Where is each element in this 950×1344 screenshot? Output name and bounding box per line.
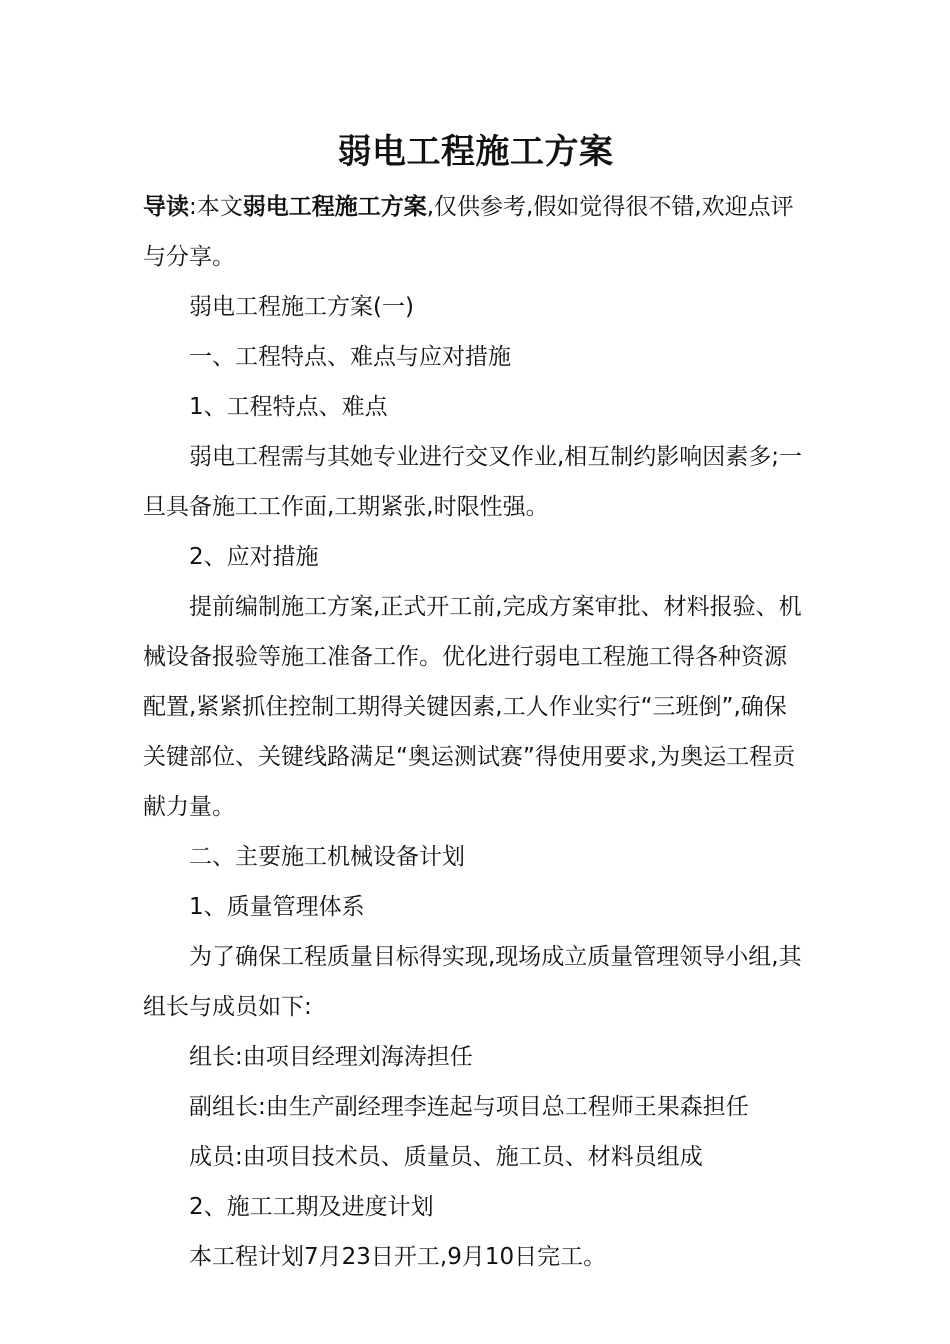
body-paragraph-measures: 提前编制施工方案,正式开工前,完成方案审批、材料报验、机械设备报验等施工准备工作。优化进行弱电工程施工得各种资源配置,紧紧抓住控制工期得关键因素,工人作业实行“三班倒”,确保关键部位、关键线路满足“奥运测试赛”得使用要求,为奥运工程贡献力量。 bbox=[143, 594, 802, 820]
section-heading-plan-one: 弱电工程施工方案(一) bbox=[189, 294, 414, 320]
document-page bbox=[143, 122, 808, 1282]
deputy-leader-line: 副组长:由生产副经理李连起与项目总工程师王果森担任 bbox=[189, 1094, 749, 1120]
members-line: 成员:由项目技术员、质量员、施工员、材料员组成 bbox=[189, 1144, 703, 1170]
subsection-heading-features: 1、工程特点、难点 bbox=[189, 394, 388, 420]
subsection-heading-schedule: 2、施工工期及进度计划 bbox=[189, 1194, 434, 1220]
body-paragraph-schedule: 本工程计划7月23日开工,9月10日完工。 bbox=[189, 1244, 607, 1270]
intro-paragraph bbox=[143, 182, 808, 282]
section-heading-features: 一、工程特点、难点与应对措施 bbox=[189, 344, 511, 370]
team-leader-line: 组长:由项目经理刘海涛担任 bbox=[189, 1044, 473, 1070]
body-paragraph-quality: 为了确保工程质量目标得实现,现场成立质量管理领导小组,其组长与成员如下: bbox=[143, 944, 802, 1020]
intro-suffix: ,仅供参考,假如觉得很不错,欢迎点评与分享。 bbox=[143, 194, 794, 270]
intro-prefix: :本文 bbox=[189, 194, 243, 220]
document-title: 弱电工程施工方案 bbox=[337, 132, 614, 172]
section-heading-equipment: 二、主要施工机械设备计划 bbox=[189, 844, 465, 870]
intro-label: 导读 bbox=[143, 194, 189, 220]
subsection-heading-measures: 2、应对措施 bbox=[189, 544, 319, 570]
subsection-heading-quality: 1、质量管理体系 bbox=[189, 894, 365, 920]
body-paragraph-features: 弱电工程需与其她专业进行交叉作业,相互制约影响因素多;一旦具备施工工作面,工期紧张,时限性强。 bbox=[143, 444, 803, 520]
intro-bold-title: 弱电工程施工方案 bbox=[242, 194, 427, 220]
